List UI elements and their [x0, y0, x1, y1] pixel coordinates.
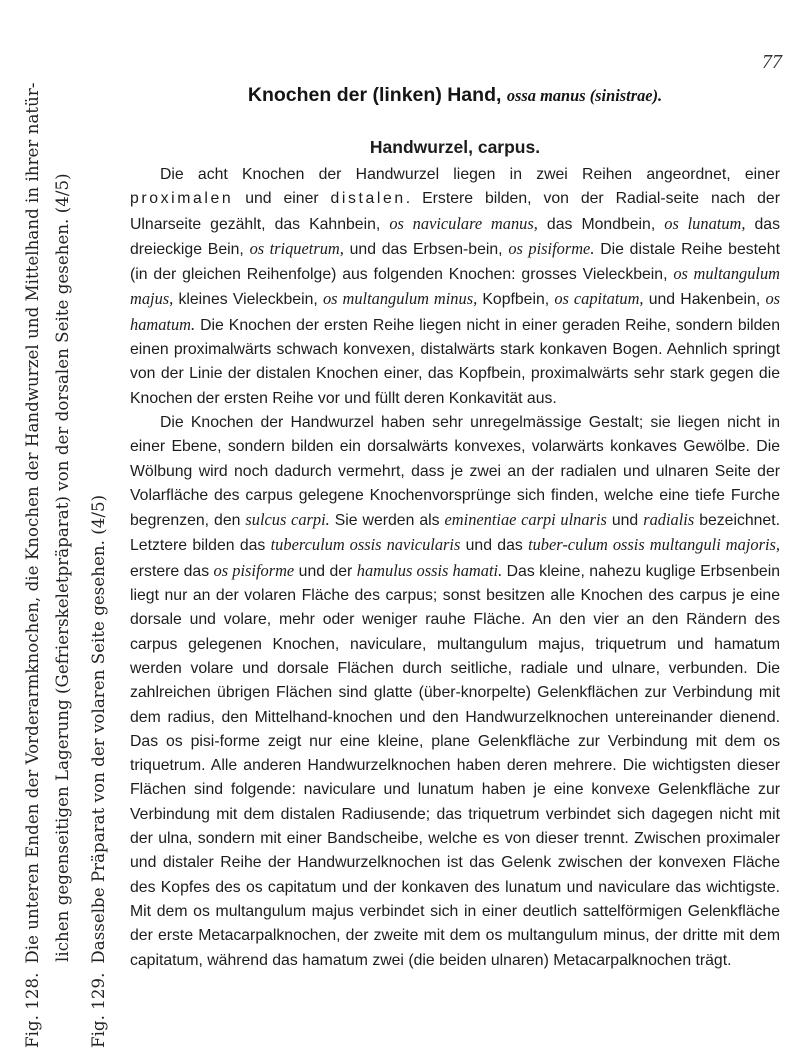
page-number: 77: [762, 51, 782, 73]
text-run: Sie werden als: [329, 512, 445, 530]
text-run: bezeichnet. Letztere bilden das: [130, 512, 780, 555]
latin-term: os triquetrum,: [249, 238, 344, 258]
title-italic: ossa manus (sinistrae).: [506, 86, 663, 105]
text-run: . Erstere bilden, von der Radial-seite nach der Ulnarseite gezählt, das Kahnbein,: [130, 190, 780, 233]
text-run: und: [606, 512, 644, 530]
text-run: Die Knochen der Handwurzel haben sehr unregelmässige Gestalt; sie liegen nicht in einer Ebene, sondern bilden ein dorsalwärts konvexes, volarwärts konkaves Gewölbe. Die Wölbung wird noch dadurch vermehrt, dass je zwei an der radialen und ulnaren Seite der Volarfläche des carpus gelegene Knochenvorsprünge sich finden, welche eine tiefe Furche begrenzen, den: [130, 413, 780, 530]
latin-term: os lunatum,: [664, 213, 746, 233]
title-plain: Knochen der (linken) Hand,: [247, 84, 502, 106]
fig128-caption-line1: [23, 82, 42, 1048]
section-heading: Handwurzel, carpus.: [369, 137, 541, 157]
text-run: Das kleine, nahezu kuglige Erbsenbein liegt nur an der volaren Fläche des carpus; sonst besitzen alle Knochen des carpus je eine dorsale und volare, mehr oder weniger rauhe Fläche. An den vier an den Rändern des carpus gelegenen Knochen, naviculare, multangulum majus, triquetrum und hamatum werden volare und dorsale Flächen durch seitliche, radiale und ulnare, verbunden. Die zahlreichen übrigen Flächen sind glatte (über-knorpelte) Gelenkflächen zur Verbindung mit dem radius, den Mittelhand-knochen und den Handwurzelknochen untereinander dienend. Das os pisi-forme zeigt nur eine kleine, plane Gelenkfläche zur Verbindung mit dem os triquetrum. Alle anderen Handwurzelknochen haben deren mehrere. Die wichtigsten dieser Flächen sind folgende: naviculare und lunatum haben je eine konvexe Gelenkfläche zur Verbindung mit dem distalen Radiusende; das triquetrum verbindet sich dagegen nicht mit der ulna, sondern mit einer Bandscheibe, welche es von dieser trennt. Zwischen proximaler und distaler Reihe der Handwurzelknochen ist das Gelenk zwischen der konvexen Fläche des Kopfes des os capitatum und der konkaven des lunatum und naviculare das wichtigste. Mit dem os multangulum majus verbindet sich in einer deutlich sattelförmigen Gelenkfläche der erste Metacarpalknochen, der zweite mit dem os multangulum minus, der dritte mit dem capitatum, während das hamatum zwei (die beiden ulnaren) Metacarpalknochen trägt.: [130, 562, 780, 969]
text-run: Die distale Reihe besteht (in der gleichen Reihenfolge) aus folgenden Knochen: grosses Vieleckbein,: [130, 240, 780, 284]
latin-term: os naviculare manus,: [389, 213, 538, 233]
latin-term: sulcus carpi.: [245, 510, 330, 530]
spaced-term: distalen: [330, 190, 406, 208]
fig128-label: Fig. 128.: [23, 972, 42, 1048]
text-run: und einer: [233, 190, 331, 208]
fig129-caption-text: Dasselbe Präparat von der volaren Seite gesehen. (4/5): [89, 494, 108, 964]
text-run: und Hakenbein,: [643, 291, 766, 309]
main-text: [130, 84, 780, 973]
latin-term: os pisiforme: [213, 560, 295, 580]
page-title: [130, 84, 780, 107]
fig128-caption-line2: lichen gegenseitigen Lagerung (Gefrierskeletpräparat) von der dorsalen Seite gesehen. (4/5): [53, 173, 72, 962]
paragraph-2: [130, 411, 780, 973]
text-run: kleines Vieleckbein,: [173, 291, 323, 309]
fig129-label: Fig. 129.: [89, 972, 108, 1048]
side-captions: [0, 0, 118, 1060]
text-run: erstere das: [130, 562, 214, 580]
fig129-caption-line: [89, 495, 108, 1048]
latin-term: eminentiae carpi ulnaris: [444, 510, 607, 530]
latin-term: os capitatum,: [554, 289, 644, 309]
paragraph-1: [130, 163, 780, 411]
fig128-caption-text-1: Die unteren Enden der Vorderarmknochen, die Knochen der Handwurzel und Mittelhand in ihrer natür-: [23, 82, 42, 964]
text-run: das dreieckige Bein,: [130, 215, 780, 258]
text-run: und das: [460, 537, 529, 555]
spaced-term: proximalen: [130, 190, 234, 208]
latin-term: os hamatum.: [130, 289, 781, 334]
latin-term: radialis: [643, 510, 695, 530]
text-run: Die Knochen der ersten Reihe liegen nicht in einer geraden Reihe, sondern bilden einen proximalwärts schwach konvexen, distalwärts stark konkaven Bogen. Aehnlich springt von der Linie der distalen Knochen einer, das Kopfbein, proximalwärts sehr stark gegen die Knochen der ersten Reihe vor und füllt deren Konkavität aus.: [130, 316, 780, 407]
text-run: und das Erbsen-bein,: [343, 240, 509, 258]
latin-term: os pisiforme.: [508, 238, 595, 258]
latin-term: tuberculum ossis navicularis: [270, 535, 461, 555]
text-run: das Mondbein,: [537, 215, 665, 233]
latin-term: hamulus ossis hamati.: [356, 560, 503, 580]
latin-term: os multangulum minus,: [322, 289, 478, 309]
latin-term: os multangulum majus,: [130, 264, 780, 309]
text-run: Die acht Knochen der Handwurzel liegen in zwei Reihen angeordnet, einer: [160, 166, 780, 183]
latin-term: tuber-culum ossis multanguli majoris,: [528, 535, 780, 555]
text-run: Kopfbein,: [477, 291, 555, 309]
text-run: und der: [294, 562, 357, 580]
